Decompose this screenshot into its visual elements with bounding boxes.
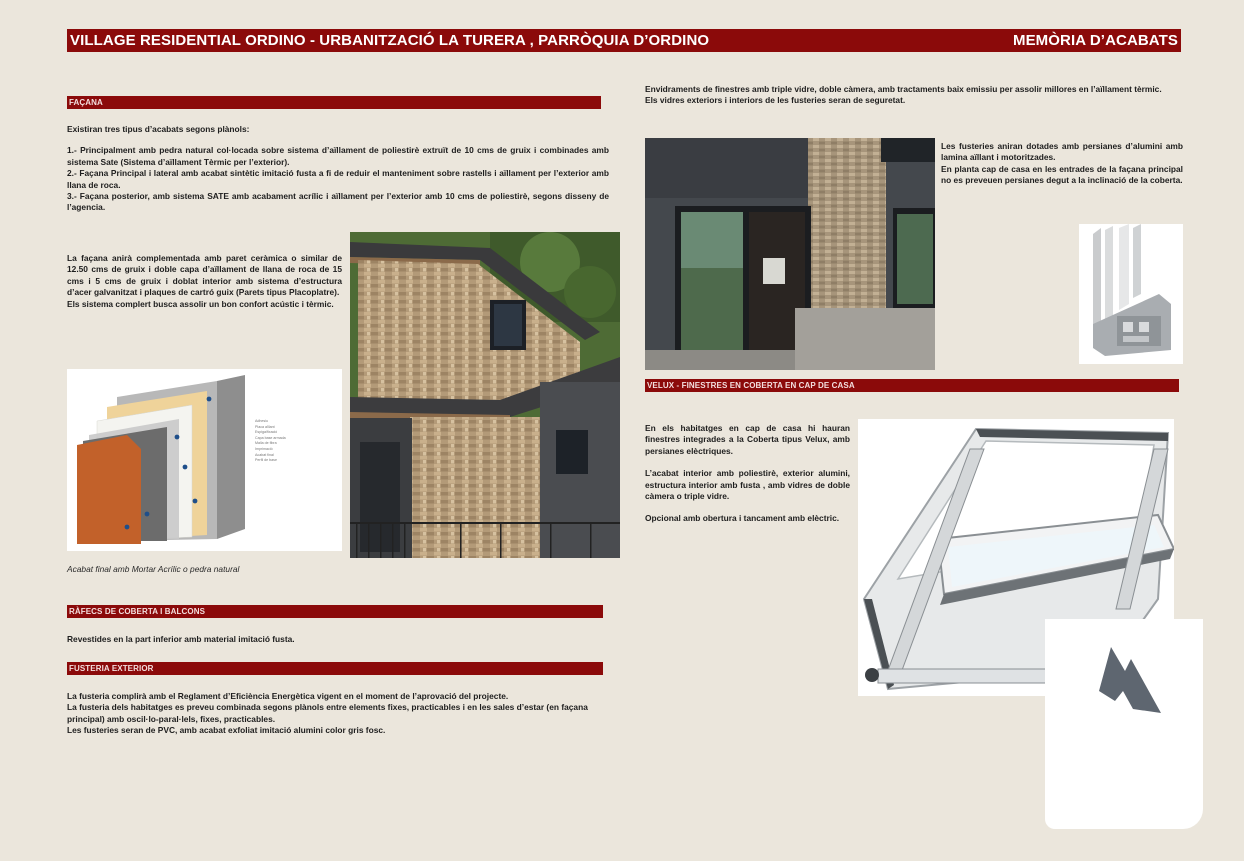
facana-wall-2: Els sistema complert busca assolir un bon confort acústic i tèrmic. (67, 298, 334, 309)
velux-paragraph-2: L’acabat interior amb poliestirè, exterior alumini, estructura interior amb fusta , amb vidres de doble càmera o triple vidre. (645, 468, 850, 502)
section-heading-fusteria: FUSTERIA EXTERIOR (67, 662, 603, 675)
section-heading-velux: VELUX - FINESTRES EN COBERTA EN CAP DE CASA (645, 379, 1179, 392)
house-facade-photo (350, 232, 620, 558)
document-title: VILLAGE RESIDENTIAL ORDINO - URBANITZACIÓ LA TURERA , PARRÒQUIA D’ORDINO (70, 32, 710, 49)
facana-wall-text (67, 253, 342, 310)
fusteria-line-1: La fusteria complirà amb el Reglament d’Eficiència Energètica vigent en el moment de l’aprovació del projecte. (67, 691, 509, 701)
logo-patch (1045, 619, 1203, 829)
facana-item-1: 1.- Principalment amb pedra natural col·locada sobre sistema d’aïllament de poliestirè extruït de 10 cms de gruix i combinades amb sistema Sate (Sistema d’aïllament Tèrmic per l’exterior). (67, 145, 609, 167)
section-heading-facana: FAÇANA (67, 96, 601, 109)
glazing-line-2: Els vidres exteriors i interiors de les fusteries seran de seguretat. (645, 95, 906, 106)
rafecs-text: Revestides en la part inferior amb material imitació fusta. (67, 634, 295, 644)
facade-photo-caption: Acabat final amb Mortar Acrílic o pedra natural (67, 564, 240, 574)
document-type: MEMÒRIA D’ACABATS (1012, 32, 1178, 49)
legend-item: Capa base armada (255, 435, 286, 440)
facana-intro: Existiran tres tipus d’acabats segons plànols: (67, 124, 250, 134)
velux-paragraph-3: Opcional amb obertura i tancament amb elèctric. (645, 513, 840, 524)
legend-item: Imprimació (255, 446, 273, 451)
legend-item: Adhesiu (255, 419, 268, 423)
fusteria-line-3: Les fusteries seran de PVC, amb acabat exfoliat imitació alumini color gris fosc. (67, 725, 386, 736)
legend-item: Perfil de base (255, 458, 277, 463)
blinds-line-1: Les fusteries aniran dotades amb persianes d’alumini amb lamina aïllant i motoritzades. (941, 141, 1183, 163)
facana-wall-1: La façana anirà complementada amb paret ceràmica o similar de 12.50 cms de gruix i doble capa d’aïllament de llana de roca de 15 cms i 5 cms de gruix i doblat interior amb sistema d’estructura d’acer galvanitzat i plaques de cartró guix (Parets tipus Placoplatre). (67, 253, 342, 298)
legend-item: Acabat final (255, 452, 274, 457)
facana-text-block (67, 124, 609, 214)
pvc-profile-image (1079, 224, 1183, 364)
facana-item-2: 2.- Façana Principal i lateral amb acabat sintètic imitació fusta a fi de reduir el manteniment sobre rastells i aïllament per l’exterior amb llana de roca. (67, 168, 609, 190)
title-bar (67, 29, 1181, 52)
window-facade-photo (645, 138, 935, 370)
legend-item: Placa aïllant (255, 424, 275, 429)
fusteria-line-2: La fusteria dels habitatges es preveu combinada segons plànols entre elements fixes, practicables i en les sales d’estar (en façana principal) amb oscil·lo-paral·lels, fixes, practicables. (67, 702, 588, 724)
glazing-line-1: Envidraments de finestres amb triple vidre, doble càmera, amb tractaments baix emissiu per assolir millores en l’aïllament tèrmic. (645, 84, 1162, 94)
velux-text-block (645, 423, 850, 525)
blinds-text-block (941, 141, 1183, 187)
section-heading-rafecs: RÀFECS DE COBERTA I BALCONS (67, 605, 603, 618)
diagram-legend (255, 419, 286, 464)
sate-insulation-diagram (67, 369, 342, 551)
legend-item: Malla de fibra (255, 441, 277, 446)
legend-item: Espiga/fixació (255, 430, 278, 435)
velux-paragraph-1: En els habitatges en cap de casa hi hauran finestres integrades a la Coberta tipus Velux, amb persianes elèctriques. (645, 423, 850, 456)
fusteria-text-block (67, 691, 612, 737)
glazing-text-block (645, 84, 1185, 107)
facana-item-3: 3.- Façana posterior, amb sistema SATE amb acabament acrílic i aïllament per l’exterior amb 10 cms de poliestirè, segons disseny de l’agencia. (67, 191, 609, 213)
blinds-line-2: En planta cap de casa en les entrades de la façana principal no es preveuen persianes degut a la inclinació de la coberta. (941, 163, 1183, 186)
